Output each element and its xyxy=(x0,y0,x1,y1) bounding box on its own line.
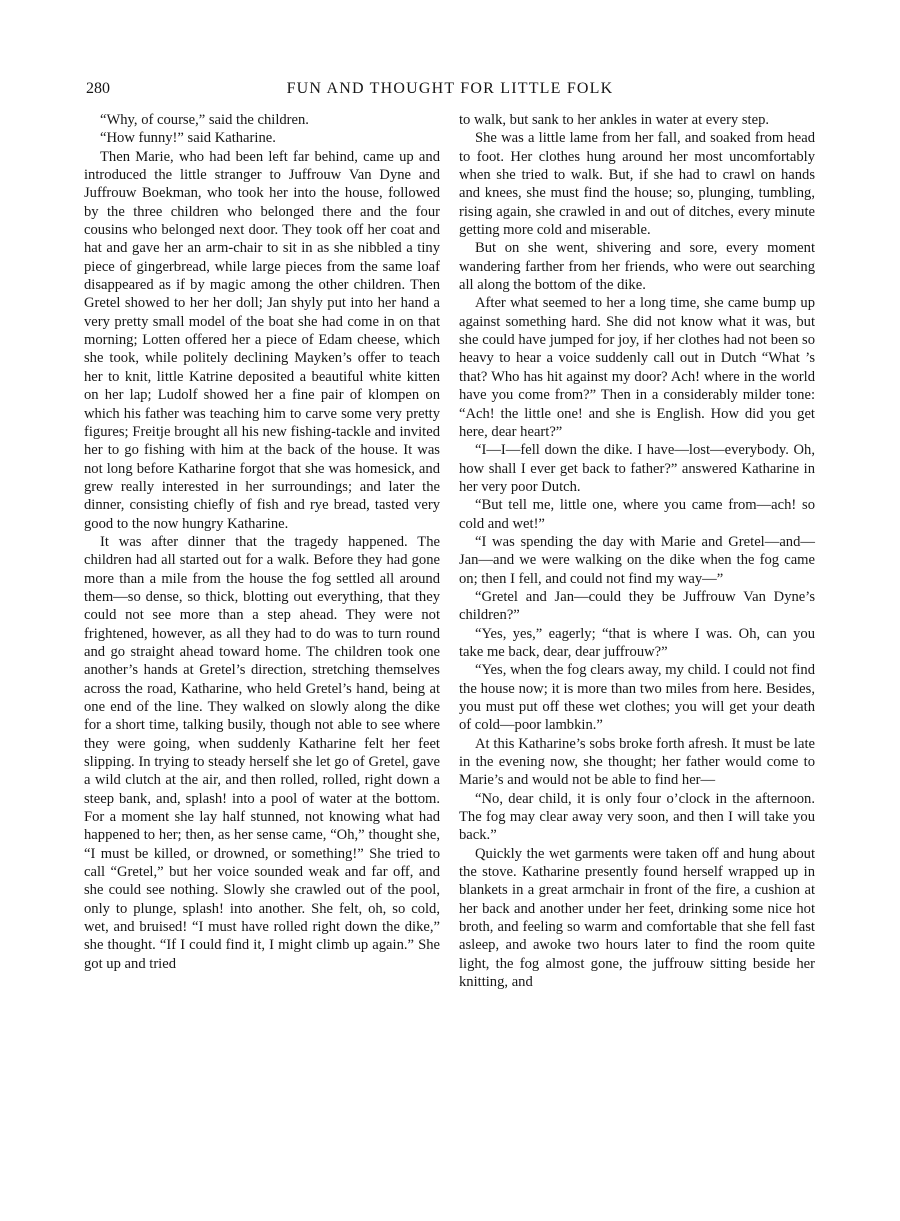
right-column xyxy=(459,111,815,992)
running-title: FUN AND THOUGHT FOR LITTLE FOLK xyxy=(286,80,614,97)
paragraph: “Yes, when the fog clears away, my child. I could not find the house now; it is more than two miles from here. Besides, you must put off these wet clothes; you will get your death of cold—poor lambkin.” xyxy=(459,662,815,734)
paragraph: “How funny!” said Katharine. xyxy=(100,130,276,147)
paragraph: At this Katharine’s sobs broke forth afresh. It must be late in the evening now, she thought; her father would come to Marie’s and would not be able to find her— xyxy=(459,735,815,789)
left-column xyxy=(84,111,440,973)
paragraph: “No, dear child, it is only four o’clock in the afternoon. The fog may clear away very soon, and then I will take you back.” xyxy=(459,790,815,844)
paragraph: “But tell me, little one, where you came from—ach! so cold and wet!” xyxy=(459,497,815,532)
page-number: 280 xyxy=(86,80,110,97)
page-header xyxy=(86,80,814,102)
paragraph: “Why, of course,” said the children. xyxy=(100,112,309,128)
paragraph: After what seemed to her a long time, she came bump up against something hard. She did not know what it was, but she could have jumped for joy, if her clothes had not been so heavy to hear a voice suddenly call out in Dutch “What ’s that? Who has hit against my door? Ach! where in the world have you come from?” Then in a considerably milder tone: “Ach! the little one! and she is English. How did you get here, dear heart?” xyxy=(459,295,815,440)
paragraph: It was after dinner that the tragedy happened. The children had all started out for a walk. Before they had gone more than a mile from the house the fog settled all around them—so dense, so thick, blotting out everything, that they could not see more than a step ahead. They were not frightened, however, as all they had to do was to turn round and go straight ahead toward home. The children took one another’s hands at Gretel’s direction, stretching themselves across the road, Katharine, who held Gretel’s hand, being at one end of the line. They walked on slowly along the dike for a short time, talking busily, though not able to see where they were going, when suddenly Katharine felt her feet slipping. In trying to steady herself she let go of Gretel, gave a wild clutch at the air, and then rolled, rolled, right down a steep bank, and, splash! into a pool of water at the bottom. For a moment she lay half stunned, not knowing what had happened to her; then, as her sense came, “Oh,” thought she, “I must be killed, or drowned, or something!” She tried to call “Gretel,” but her voice sounded weak and far off, and she could see nothing. Slowly she crawled out of the pool, only to plunge, splash! into another. She felt, oh, so cold, wet, and bruised! “I must have rolled right down the dike,” she thought. “If I could find it, I might climb up again.” She got up and tried xyxy=(84,533,440,972)
paragraph: “Gretel and Jan—could they be Juffrouw Van Dyne’s children?” xyxy=(459,588,815,624)
paragraph: She was a little lame from her fall, and soaked from head to foot. Her clothes hung around her most uncomfortably when she tried to walk. But, if she had to crawl on hands and knees, she must find the house; so, plunging, tumbling, rising again, she crawled in and out of ditches, every minute getting more cold and miserable. xyxy=(459,130,815,239)
paragraph: “Yes, yes,” eagerly; “that is where I was. Oh, can you take me back, dear, dear juffrouw?” xyxy=(459,625,815,660)
paragraph: But on she went, shivering and sore, every moment wandering farther from her friends, who were out searching all along the bottom of the dike. xyxy=(459,240,815,294)
paragraph: “I—I—fell down the dike. I have—lost—everybody. Oh, how shall I ever get back to father?” answered Katharine in her very poor Dutch. xyxy=(459,442,815,495)
paragraph: “I was spending the day with Marie and Gretel—and—Jan—and we were walking on the dike when the fog came on; then I fell, and could not find my way—” xyxy=(459,533,815,587)
paragraph: Then Marie, who had been left far behind, came up and introduced the little stranger to Juffrouw Van Dyne and Juffrouw Boekman, who took her into the house, followed by the three children who belonged there and the four cousins who belonged next door. They took off her coat and hat and gave her an arm-chair to sit in as she nibbled a tiny piece of gingerbread, while large pieces from the same loaf disappeared as if by magic among the other children. Then Gretel showed to her her doll; Jan shyly put into her hand a very pretty small model of the boat she had come in on that morning; Lotten offered her a piece of Edam cheese, which she took, while politely declining Mayken’s offer to teach her to knit, little Katrine deposited a beautiful white kitten on her lap; Ludolf showed her a fine pair of klompen on which his father was teaching him to carve some very pretty figures; Freitje brought all his new fishing-tackle and invited her to go fishing with him at the back of the house. It was not long before Katharine forgot that she was homesick, and grew really interested in her surroundings; and later the dinner, consisting chiefly of fish and rye bread, tasted very good to the now hungry Katharine. xyxy=(84,148,440,532)
paragraph: Quickly the wet garments were taken off and hung about the stove. Katharine presently found herself wrapped up in blankets in a great armchair in front of the fire, a cushion at her back and another under her feet, drinking some nice hot broth, and feeling so warm and comfortable that she fell fast asleep, and awoke two hours later to find the room quite light, the fog almost gone, the juffrouw sitting beside her knitting, and xyxy=(459,845,815,991)
paragraph-continuation: to walk, but sank to her ankles in water at every step. xyxy=(459,112,770,128)
